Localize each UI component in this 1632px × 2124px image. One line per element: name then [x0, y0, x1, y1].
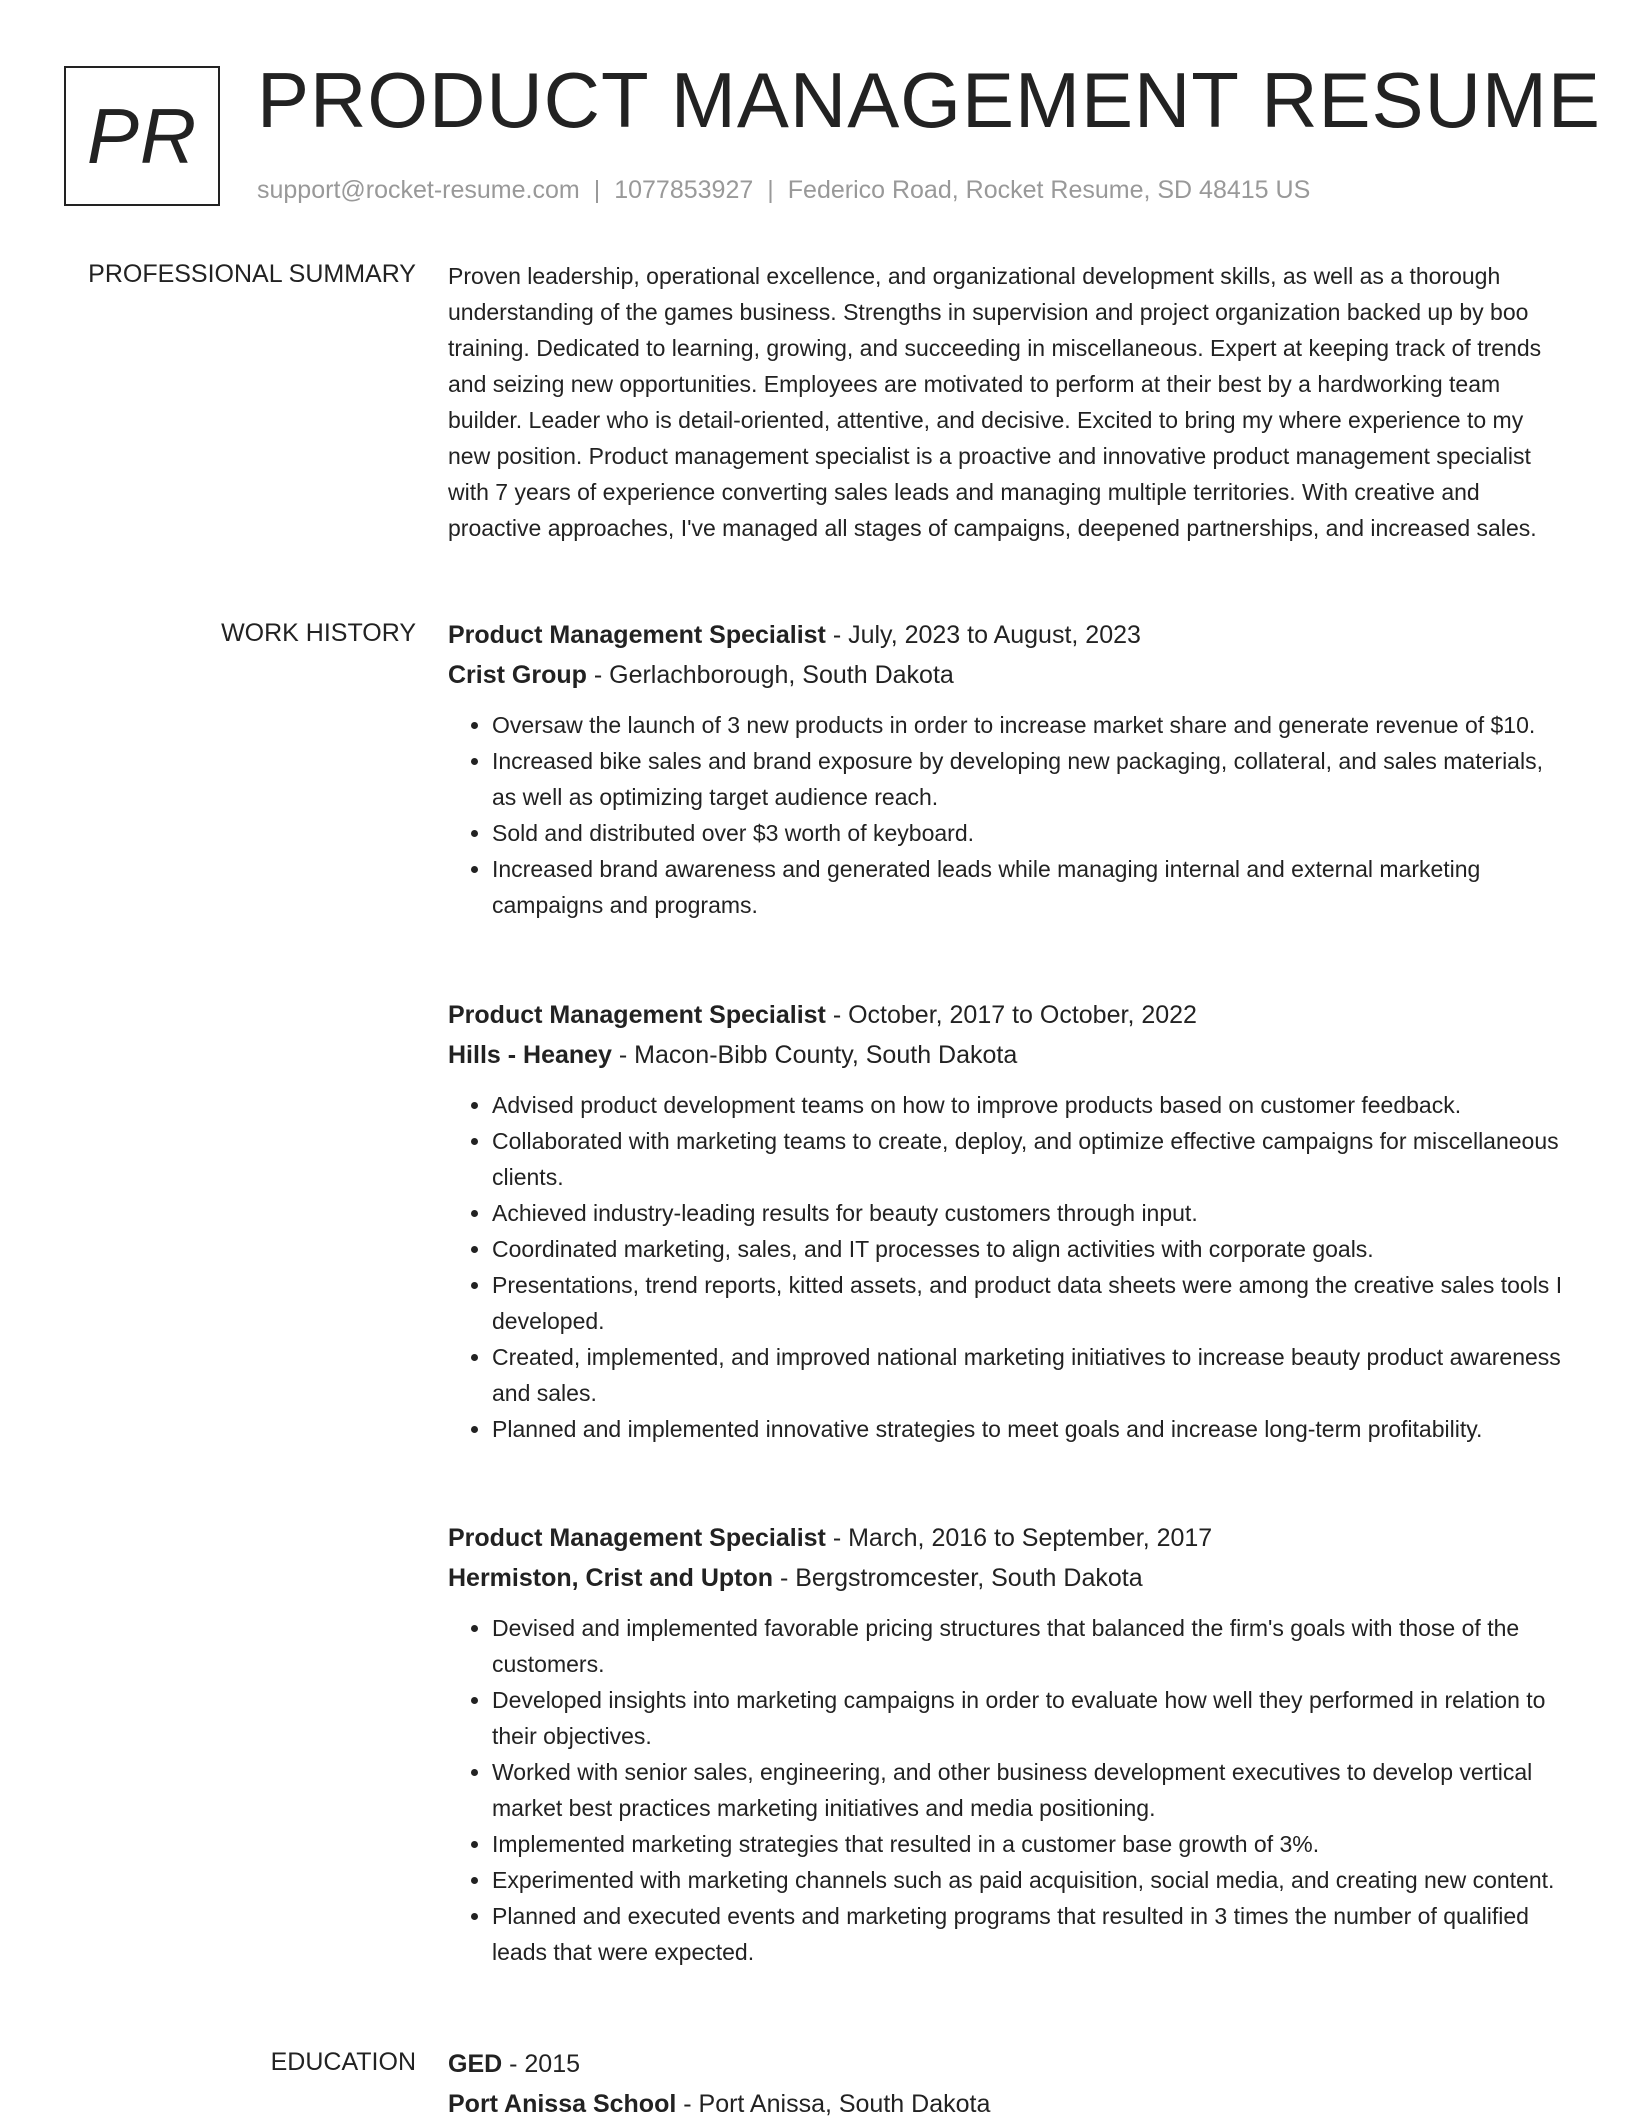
company-location: - Bergstromcester, South Dakota [773, 1564, 1143, 1592]
contact-email: support@rocket-resume.com [257, 176, 580, 204]
education-label: EDUCATION [270, 2048, 416, 2076]
contact-separator: | [593, 176, 601, 204]
job-entry [448, 995, 1568, 1447]
school-name: Port Anissa School [448, 2090, 677, 2118]
bullet-item: • Created, implemented, and improved national marketing initiatives to increase beauty product awareness and sales. [492, 1339, 1568, 1411]
bullet-item: • Experimented with marketing channels such as paid acquisition, social media, and creating new content. [492, 1862, 1568, 1898]
job-bullets [448, 707, 1568, 923]
job-entry [448, 615, 1568, 923]
bullet-item: • Implemented marketing strategies that resulted in a customer base growth of 3%. [492, 1826, 1568, 1862]
company-line [448, 1558, 1568, 1598]
bullet-item: • Collaborated with marketing teams to create, deploy, and optimize effective campaigns for miscellaneous clients. [492, 1123, 1568, 1195]
contact-address: Federico Road, Rocket Resume, SD 48415 US [787, 176, 1311, 204]
school-line [448, 2084, 1568, 2124]
job-title: Product Management Specialist [448, 1524, 826, 1552]
job-dates: - October, 2017 to October, 2022 [825, 1001, 1197, 1029]
summary-text: Proven leadership, operational excellence, and organizational development skills, as well as a thorough understanding of the games business. Strengths in supervision and project organization backed up by boo training. Dedicated to learning, growing, and succeeding in miscellaneous. Expert at keeping track of trends and seizing new opportunities. Employees are motivated to perform at their best by a hardworking team builder. Leader who is detail-oriented, attentive, and decisive. Excited to bring my where experience to my new position. Product management specialist is a proactive and innovative product management specialist with 7 years of experience converting sales leads and managing multiple territories. With creative and proactive approaches, I've managed all stages of campaigns, deepened partnerships, and increased sales. [448, 263, 1542, 541]
bullet-item: • Achieved industry-leading results for beauty customers through input. [492, 1195, 1568, 1231]
contact-phone: 1077853927 [614, 176, 754, 204]
bullet-item: • Increased brand awareness and generated leads while managing internal and external marketing campaigns and programs. [492, 851, 1568, 923]
degree-name: GED [448, 2050, 503, 2078]
bullet-item: • Advised product development teams on how to improve products based on customer feedback. [492, 1087, 1568, 1123]
job-title-line [448, 1518, 1568, 1558]
education-body [448, 2044, 1568, 2124]
summary-label: PROFESSIONAL SUMMARY [88, 260, 416, 288]
bullet-item: • Oversaw the launch of 3 new products in order to increase market share and generate revenue of $10. [492, 707, 1568, 743]
job-dates: - July, 2023 to August, 2023 [825, 621, 1141, 649]
bullet-item: • Sold and distributed over $3 worth of keyboard. [492, 815, 1568, 851]
monogram-text: PR [86, 91, 198, 180]
school-location: - Port Anissa, South Dakota [676, 2090, 991, 2118]
monogram [64, 66, 220, 206]
job-title-line [448, 615, 1568, 655]
company-location: - Gerlachborough, South Dakota [586, 661, 954, 689]
bullet-item: • Worked with senior sales, engineering, and other business development executives to develop vertical market best practices marketing initiatives and media positioning. [492, 1754, 1568, 1826]
job-dates: - March, 2016 to September, 2017 [825, 1524, 1213, 1552]
job-bullets [448, 1610, 1568, 1970]
job-title-line [448, 995, 1568, 1035]
job-title: Product Management Specialist [448, 621, 826, 649]
bullet-item: • Increased bike sales and brand exposure by developing new packaging, collateral, and sales materials, as well as optimizing target audience reach. [492, 743, 1568, 815]
bullet-item: • Developed insights into marketing campaigns in order to evaluate how well they performed in relation to their objectives. [492, 1682, 1568, 1754]
job-bullets [448, 1087, 1568, 1447]
degree-line [448, 2044, 1568, 2084]
bullet-item: • Planned and implemented innovative strategies to meet goals and increase long-term profitability. [492, 1411, 1568, 1447]
bullet-item: • Coordinated marketing, sales, and IT processes to align activities with corporate goals. [492, 1231, 1568, 1267]
company-name: Crist Group [448, 661, 587, 689]
job-entry [448, 1518, 1568, 1970]
company-line [448, 655, 1568, 695]
company-name: Hermiston, Crist and Upton [448, 1564, 774, 1592]
work-history-label: WORK HISTORY [221, 619, 416, 647]
page-title: PRODUCT MANAGEMENT RESUME [257, 56, 1601, 144]
degree-year: - 2015 [502, 2050, 581, 2078]
bullet-item: • Planned and executed events and marketing programs that resulted in 3 times the number of qualified leads that were expected. [492, 1898, 1568, 1970]
company-name: Hills - Heaney [448, 1041, 612, 1069]
contact-separator: | [767, 176, 774, 204]
bullet-item: • Devised and implemented favorable pricing structures that balanced the firm's goals with those of the customers. [492, 1610, 1568, 1682]
company-location: - Macon-Bibb County, South Dakota [611, 1041, 1018, 1069]
summary-body [448, 258, 1568, 546]
company-line [448, 1035, 1568, 1075]
bullet-item: • Presentations, trend reports, kitted assets, and product data sheets were among the creative sales tools I developed. [492, 1267, 1568, 1339]
job-title: Product Management Specialist [448, 1001, 826, 1029]
contact-line [257, 176, 1310, 205]
